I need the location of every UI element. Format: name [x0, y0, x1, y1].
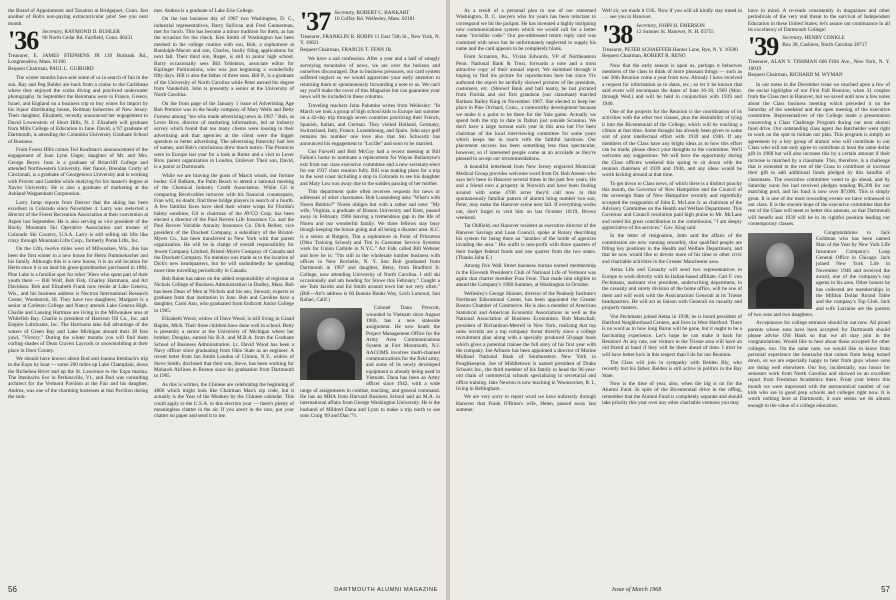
magazine-title: DARTMOUTH ALUMNI MAGAZINE — [334, 587, 438, 593]
bequest-line: Bequest Chairman, RICHARD M. WYMAN — [748, 72, 843, 79]
left-footer — [8, 585, 438, 594]
news-paragraph: While we are braving the gusts of March winds, our fortune bodes: Gil Balkam, the Palm Beach to attend a national meeting of the Chemical Industry Credit Association. While Gil is comparing Receivables turnover with his financial counterparts, Fran will, no doubt, find three bridge players in search of a fourth. A few familiar faces have shed their winter wraps for Florida's balmy sunshine, Gil is chairman of the AVCO Corp. has been elected a director of the Paul Revere Life Insurance Co. and the Paul Revere Variable Annuity Insurance Co. Dick Reiber, vice president of the Drackett Company, a subsidiary of the Bristol-Myers Co., has been transferred to New York with that parent organization. He will be in charge of overall responsibility for Jewett Company Limited, Bristol-Myers Company of Canada and the Drackett Company. No mention was made as to the location of Dick's new headquarters, but he will undoubtedly be spending more time travelling periodically in Canada. — [154, 172, 294, 274]
news-paragraph: Bob Raine has taken on the added responsibility of registrar at Nichols College of Business Administration in Dudley, Mass. Bob has been Dean of Men at Nichols and his son, Stewart, expects to graduate from that institution in June. Bob and Caroline have a daughter, Carol Ann, who graduated from Endicott Junior College in 1965. — [154, 276, 294, 314]
intro-text: have in mind. A re-reads consistently in magazines and other periodicals of the very real threat to the survival of Independent Education in these United States; let's assure our continuance in all its excellency of Dartmouth College! — [748, 8, 890, 34]
secretary-name: ROBERT C. BANKART — [356, 10, 410, 16]
news-paragraph: As a result of a personal plea to one of our esteemed Washington, D. C. lawyers who for years has been reluctant to correspond we hit the jackpot. He has invented a highly intriguing new communications system which we would call for a better name "invisible code." Our pre-addressed return reply card was crammed with news but he unfortunately neglected to supply his name and the card appears to be completely blank. — [456, 8, 596, 53]
news-paragraph: On the last business day of 1967 two Washington, D. C., industrial representatives, Barry Sullivan and Fred Gunnerman, met for lunch. This has become a minor tradition for them, as has the occasion for the check. Ken Smith of Washington has been meshed in the college routine with son, Bob, a sophomore at Randolph-Macon and son, Charles, busily filing applications for next fall. Their third son, Roger, is still in junior high school. Barry occasionally sees Bill Yeltenton, associate editor for Kiplinger Publications, who was just beginning a wonderfully fifty days. Bill is also the father of three sons. Bill P., is a graduate of the University of North Carolina while Peter earned his degree from Vanderbilt. John is presently a senior at the University of North Carolina. — [154, 16, 294, 99]
right-column-2 — [602, 8, 742, 576]
news-paragraph: From Forest Hills comes Ted Kaufman's announcement of the engagement of Joan Lynn Unger, daughter of Mr. and Mrs. George Beyer. Joan is a graduate of Briarcliff College and attended Northwestern University. Her fiancé, Brendan Crotty of Cincinnati, is a graduate of Georgetown University and is working with Procter and Gamble while studying for his master's degree at Xavier University. He is also a graduate of marketing at the Ashland Wappenham Corporation. — [8, 147, 148, 198]
news-paragraph: From Scranton, Pa., Vivian Edwards, VP of Northeastern Penn. National Bank & Trust, forwards a note and a most attractive copy of their annual report. We skimmed through it hoping to find his picture for reproduction here but since Viv authored the report he tactfully showed pictures of the president, customers, etc. (Shrewd Bank and ball team), he last pictured from Florida and our first grandson (our classmate) married Barbara Bailey King in November 1967. She elected to keep her place in Pine Orchard, Conn., a noteworthy development because we make it a point to be there for the Yale game. Actually we spend both the trip to date in Dalton just outside Scranton. We don't have a large turnout each year in this area but I've been chairman of the local interviewing committee for some years which keeps me in touch with the faithful hardcore. Our placement success has been something less than spectacular, however, so if interested people come as an accolade as they're pleased to accept our recommendations. — [456, 54, 596, 162]
left-column-2 — [154, 8, 294, 576]
news-paragraph: Acceptances for college entrance should be out now. All proud parents whose sons have been accepted for Dartmouth should please advise Old Hank so that we all may join in the congratulations. Would like to hear about those accepted for other colleges, too. On the same note, we would like to know from personal experience the heartache that comes from being turned down, so we are especially happy to hear from guys whose sons are doing well elsewhere. Our boy, incidentally, was honor for semester work from North Carolina and showed us an excellent report from Freshman Academics there. From your letters this month we were impressed with the astronomical number of our kids who are in good prep schools and colleges right now. It is worth nothing here at Dartmouth, it sure seems we do almost enough to the value of a college education. — [748, 320, 890, 409]
news-paragraph: On the 12th, twelve miles west of Milwaukee, Wis., this has been the first winter in a new house for Herm Nummenacher and his family. Although this is a new house, it is an old location for Herm since it is on land his great-grandmother purchased in 1884. Pine Lake is a familiar spot for other '36ers who spent part of their youth there — Bill Wolf, Bob Fish, Charley Hartmann, and Art Davidson. Bob and Elizabeth Frank now reside at Lake Geneva, Wis., and his business address is Nectron International Research Center, Woodstock, Ill. They have two daughters; Margaret is a senior at Carleton College and Nancy attends Lake Geneva High. Charlie and Lansing Hartman are living in the Milwaukee area at Whitefish Bay. Charlie is president of Harrison Oil Co., Inc. and Empire Lubricants, Inc. The Harrisons take full advantage of the waters of Green Bay and Lake Michigan aboard their 38 foot yawl, "Victory." During the winter months you will find them curling shades of Dean Craven Laycock or snowmobiling at their place in Door County. — [8, 246, 148, 354]
class-header-1939: '39 Secretary, HENRY CONKLE Box 38, Cashiers, North Carolina 28717 Treasurer, ALAN V. TISHMAN 666 Fifth Ave., New York, N. Y. 10019 Bequest Chairman, RICHARD M. WYMAN — [748, 32, 890, 79]
class-header-1938: '38 Secretary, JOHN H. EMERSON 12 Sumner St. Hanover, N. H. 03755 Treasurer, PETER SCHAEFFER Hunter Lane, Rye, N. Y. 10580 Bequest Chairman, ROBERT R. RENO — [602, 23, 742, 60]
news-paragraph: We have a sad confession. After a year and a half of smugly surveying mountains of news, we are over the horizon and ourselves discouraged. Due to business pressures, our card system suffered neglect so we would appreciate your early attention to returning them or spontaneously forwarding a note to us. We can't say you'll make the cover of this Magazine but can guarantee your news will be included in these columns. — [300, 56, 440, 101]
right-column-3 — [748, 8, 890, 576]
treasurer-line: Treasurer, PETER SCHAEFFER Hunter Lane, Rye, N. Y. 10580 — [602, 46, 738, 53]
intro-text: Well sir, we made it O.K. Now if you will all kindly stay tuned in . . . see you in Hanover. — [602, 8, 742, 21]
right-page — [450, 0, 896, 600]
news-paragraph: Elizabeth Wood, widow of Dave Wood, is still living in Grand Rapids, Mich. Their three children have done well in school. Betty is presently a senior at the University of Michigan where her brother, Douglas, earned his B.A. and M.B.A. from the Graduate School of Business Administration. Lt. David Wood has been a Navy officer since graduating from Ohio State as an engineer. A recent letter from Jan Smith Loudon of Clinton, N.Y., widow of Steve Smith, disclosed that their son, Steve, has been working for Mohawk Airlines in Boston since his graduation from Dartmouth in 1965. — [154, 316, 294, 380]
class-header-1936: '36 Secretary, RAYMOND D. BUHLER 90 North Cedar Rd. Fairfield, Conn. 06431 Treasurer, E. JAMES STEPHENS JR 139 Burbank Rd., Longmeadow, Mass. 01106 Bequest Chairman, PAUL L. GUIBORD — [8, 26, 148, 72]
left-column-3 — [300, 8, 440, 576]
bequest-line: Bequest Chairman, FRANCIS T. FENN JR. — [300, 46, 393, 53]
bequest-line: Bequest Chairman, PAUL L. GUIBORD — [8, 65, 94, 72]
news-paragraph: A beautiful letterhead from New Jersey engraved Montclair Medical Group provides welcome word from Dr. Bob Aresen who says he's been in Hanover several times in the past few years. He and a friend own a property in Norwich and have been fooling around with some 4700 acres they'd call now in that spontaneously familiar pattern of alumni bring number two son, Peter, may make the Hanover scene next fall. If everything works out, don't forget to visit him on last October 18/19, Brown weekend. — [456, 164, 596, 221]
news-paragraph: Tat Oldfield, our Hanover resident as executive director of the Hanover Savings and Loan Council, spoke at Rotary describing his system for being there an "another of the horde of agencies invading the area." His outfit is non-profit with three quarters of their budget federal funds and one quarter from the two states. (Thanks John E.) — [456, 223, 596, 262]
portrait-photo — [300, 308, 362, 380]
page-number: 56 — [8, 585, 17, 594]
news-paragraph: Colonel Dana Prescott, wounded in Vietnam since August 1966, has a new stateside assignment. He now heads the Project Management Office for the Army Area Communications System at Fort Monmouth, N.J. AACOMS involves multi-channel communications for the field army, and some of its newly developed equipment is already being used in Vietnam. Dana has been an Army officer since 1942, with a wide range of assignments in combat, teaching, and general command. He has an MBA from Harvard Business School and an M.A. in international affairs from George Washington University. He is the husband of Mildred Dana and Lynn to make a trip north to see sons Craig '69 and Dan '71. — [300, 305, 440, 420]
news-paragraph: Congratulations to Jack Goldman who has been named Man of the Year by New York Life Insurance Company's Loop General Office in Chicago. Jack joined New York Life in November 1946 and received the award, one of the company's top agents in his area. Other honors he has collected are memberships in the Million Dollar Round Table and the company's Top Club. Jack and wife Lorraine are the parents of two sons and two daughters. — [748, 229, 890, 318]
news-paragraph: In the letter of resignation, John said the affairs of the commission are now running smoothly, that qualified people are filling key positions in the Health and Welfare Department, and that he now would like to devote more of his time to other civic and charitable activities in the Greater Manchester area. — [602, 233, 742, 265]
news-paragraph: We are very sorry to report word we have indirectly through Hanover that Frank O'Brien's wife, Helen, passed away last summer. — [456, 394, 596, 413]
news-paragraph: Now is the time of year, also, when the big is on for the Alumni Fund. In spite of the Bicentennial drive in the offing, remember that the Alumni Fund is completely separate and should take priority this year over any other charitable ventures you may — [602, 381, 742, 407]
news-paragraph: Among five Wall Street business bureau earned membership in the Eleventh President's Club of National Life of Vermont was again that charter member Fran Fenn. That made him eligible to attend the Company's 1968 Summer, at Washington in October. — [456, 263, 596, 289]
news-paragraph: Larry Jump reports from Denver that the skiing has been excellent in Colorado since November 4. Larry was reelected a director of the Forest Recreation Association at their convention at Aspen last September. He is also serving as vice president of the Rocky Mountain Ski Operative Association and trustee of Colorado Ski Country, U.S.A. Larry is still selling ski lifts like crazy through Mountain Lifts Corp., formerly Poma Lifts, Inc. — [8, 199, 148, 244]
treasurer-line: Treasurer, E. JAMES STEPHENS JR 139 Burbank Rd., Longmeadow, Mass. 01106 — [8, 53, 148, 66]
news-paragraph: The winter months have sent some of us in search of fun in the sun. Ray and Peg Buhler are back from a cruise to the Caribbean where they enjoyed the scuba diving and practiced underwater photography. In September the Reinmans were in France, Greece, Israel, and England on a business trip to buy wines for import by his liquor distributing house, Reitman Industries of New Jersey. Their daughter, Elizabeth, recently announced her engagement to David Lowenstein of Short Hills, N. J. Elizabeth will graduate from Mills College of Education in June. David, a '67 graduate of Dartmouth, is attending the Columbia University Graduate School of Business. — [8, 75, 148, 145]
news-paragraph: One of the projects for the Reunion is the coordination of its activities with the other two classes, plus the desirability of tying it into the Bicentennial of the College, which will be reaching a climax at that time. Some thought has already been given to some sort of joint intellectual effort with 1939 and 1940. If any members of the Class have any bright ideas as to how this effort can be made, please direct your thoughts to the committee. We'll welcome any suggestions. We will have the opportunity during the Class officers weekend this spring to sit down with the reunion chairmen of 1939 and 1940, and any ideas would be worth kicking around at that time. — [602, 108, 742, 179]
intro-text: the Board of Appointment and Taxation at Bridgeport, Conn. Just another of Bob's non-paying extracurricular jobs! See you next month. — [8, 8, 148, 27]
secretary-name: HENRY CONKLE — [804, 35, 845, 42]
secretary-address: 90 North Cedar Rd. Fairfield, Conn. 06431 — [42, 35, 133, 42]
news-paragraph: Now that the early season is upon us, perhaps it behooves members of the class to think of more pleasant things — such as our 30th Reunion come a year from now. Already I have received a request for information as to dates, etc.; so let it be known that said event will encompass the dates of June 16-18, 1969 (Mon. through Wed.) and will be held in conjunction with 1939 and 1940. — [602, 62, 742, 107]
left-column-1 — [8, 8, 148, 576]
class-year: '38 — [602, 19, 633, 49]
news-paragraph: Gus Farwell and Bob McCoy had a recent meeting at Bill Fallon's home to nominate a replacement for Wayne Ballantyne's exit from our class executive committee and a new secretary-elect for our 1937 class reunion fully. Bill was making plans for a trip to the west coast including a stop in Colorado to see his daughter and Mary Lou was away due to the sudden passing of her mother. — [300, 149, 440, 187]
class-header-1937: '37 Secretary, ROBERT C. BANKART 10 Coffey Rd. Wellesley, Mass. 02181 Treasurer, FRANKLIN B. ROBIN 11 East 74th St., New York, N. Y. 10021 Bequest Chairman, FRANCIS T. FENN JR. — [300, 8, 440, 53]
news-paragraph: On the front page of the January 1 issue of Advertising Age Bob Prentice was in the heady company of Mary Wells and Betty Furness among "ten who made advertising news in 1967." Bob, as Lever Bros. director of marketing information, led an industry survey which found that too many clients were loosing in their advertising and that agencies at the client were the bigger spenders to better advertising. The advertising fraternity had lots of names, and Bob's conclusions drew much notice. The Prentices were in Europe last year for a look at Rome and a visit to Lever Bros. parent organization in London, Unilever. Their son, David, is a junior at Dartmouth. — [154, 100, 294, 171]
page-number: 57 — [881, 585, 890, 594]
news-paragraph: As this is written, the Chinese are celebrating the beginning of 4666 which might look like Chairman Mao's zip code, but it actually is the Year of the Monkey by the Chinese calendar. This could apply to the U.S.A. in this election year — there's plenty of meaningless chatter in the air. If you aren't in the race, put your chatter on paper and send it to me. — [154, 381, 294, 420]
news-paragraph: We should have known about Bud and Joanna Ittenbach's trip to the Expo by boat — some 200 miles up Lake Champlain, down the Richelieu River and up the St. Lawrence to the Expo marina. The Ittenbachs live in Perkinsville, Vt., and Bud was consulting architect for the Vermont Pavilion at the Fair and his daughter, Andrea, was one of the charming hostesses at that Pavilion during the sum- — [8, 356, 148, 401]
secretary-name: RAYMOND D. BUHLER — [64, 29, 120, 36]
secretary-address: 10 Coffey Rd. Wellesley, Mass. 02181 — [334, 16, 415, 23]
secretary-name: JOHN H. EMERSON — [658, 22, 705, 29]
secretary-address: Box 38, Cashiers, North Carolina 28717 — [782, 41, 867, 48]
left-page — [0, 0, 446, 600]
portrait-photo — [748, 233, 812, 309]
treasurer-line: Treasurer, FRANKLIN B. ROBIN 11 East 74th St., New York, N. Y. 10021 — [300, 34, 440, 47]
news-paragraph: This department quite often receives requests for news or addresses of other classmates. Bob Lussenberg asks "What's with Noren Bobbio?" Noren obliges but with a rather sad note: "My wife, Virginia, a graduate of Boston University and Kent, passed away in February 1966 leaving a tremendous gap in the life of Noren and our wonderful family. We three fellows stay busy though keeping the house going and all being a disaster area. K.C. is a senior at Rutgers, Tim a sophomore in Point of Princeton (Ohio Training School) and Tim in Customer Service Systems work for Union Carbide in N.Y.C." Art Falk called Bill Webster and here he is: "I'm still in the wholesale lumber business with offices in New Rochelle, N. Y. Son Bob graduated from Dartmouth in 1967 and daughter, Betsy, from Bradford Jr. College, now attending University of North Carolina. I still ski occasionally and am heading for Stowe this February." Caught a see Tom Jacobs and Ed Smith around town but not very often." (Bill—Art's address is 60 Bonnie Banks Way, Loch Lomond, San Rafael, Calif.) — [300, 189, 440, 303]
class-year: '37 — [300, 8, 331, 36]
right-column-1 — [456, 8, 596, 576]
news-paragraph: Aetna Life and Casualty will send two representatives to Europe to work directly with its Italian-based affiliate. Carl F. von Pechmann, assistant vice president, underwriting department, in the casualty and surety division of the home office, will be one of them and will work with the Assicurazioni Generali at its Trieste headquarters. He will act as liaison with Generali on casualty and property matters. — [602, 267, 742, 312]
secretary-address: 12 Sumner St. Hanover, N. H. 03755 — [636, 29, 714, 36]
bequest-line: Bequest Chairman, ROBERT R. RENO — [602, 53, 686, 60]
news-paragraph: To get down to Class news, of which there is a distinct paucity this month, the Governor of New Hampshire and the Council of the sovereign State of New Hampshire recently and regretfully accepted the resignation of John E. McLane Jr. as chairman of the Advisory Committee on the Health and Welfare Department. This Governor and Council resolution paid high praise to Mr. McLane and noted his great contribution to the commission, "I am deeply appreciative of his services." Gov. King said. — [602, 180, 742, 232]
issue-label: Issue of March 1968 — [612, 587, 662, 593]
news-paragraph: Traveling teachers John Palumbo writes from Wellesley: "In March we took a group of high school kids to Europe last summer on a 42-day trip through seven countries practicing their French, Spanish, Italian, and German. They visited Holland, Germany, Switzerland, Italy, France, Luxembourg, and Spain. John says golf remains his number one love also that Stu Schwartz has announced his engagement to "Lucille" and soon to be married. — [300, 102, 440, 147]
news-paragraph: In our notes in the December issue we touched upon a few of the social highlights of our First Fall Reunion, when 31 couples from the Class met in Hanover, but we saved until now a few notes about the Class business meeting which preceded it on the Saturday of the weekend and the open meeting of the executive committee. Representatives of the College made a presentation concerning a Class Challenge Program during our next alumni fund drive. Our outstanding class agent Jae Batchelder went right to work on the spot to initiate our plan. This program is simply an agreement by a key group of alumni who will contribute to our Class who will not only agree to contribute at least the same dollar gift in 1968 but will also increase this by a certain amount if their increase is matched by a classmate. This, therefore, is a challenge that is extended to the rest of the Class to contribute or increase their gift to add additional funds pledged by this handful of classmates. The executive committee voted to go ahead, and by Saturday noon Joe had received pledges totaling $6,200 for our matching pool, and his fund is now over $7,000. This is simply great. It is one of the most rewarding events we have witnessed in our class. It is the sincere hope of the executive committee that the rest of the Class will meet or better this amount, so that Dartmouth will benefit and 1939 will be in its rightful position leading our contemporary classes. — [748, 81, 890, 228]
class-year: '39 — [748, 32, 779, 62]
news-paragraph: The Class will join in sympathy with Belden Bly, who recently lost his father. Belden is still active in politics in the Bay State. — [602, 359, 742, 379]
class-year: '36 — [8, 26, 39, 56]
news-paragraph: Von Pechmann joined Aetna in 1938; he is board president of Hartford Neighborhood Centers, and lives in West Hartford. There is no word as to how long Baron will be gone, but it ought to be a fascinating experience. Let's hope he can make it back for Reunion! At any rate, our visitors to the Trieste area will have an old friend at hand if they will be there ahead of time. I trust he will have better luck in this respect than I do for our Reunion. — [602, 313, 742, 358]
news-paragraph: mer. Andrea is a graduate of Lake Erie College. — [154, 8, 255, 14]
treasurer-line: Treasurer, ALAN V. TISHMAN 666 Fifth Ave., New York, N. Y. 10019 — [748, 59, 890, 72]
news-paragraph: Wellesley's George Skinner, director of the Peabody Institute's Northeast Educational Center, has been appointed the Greater Boston Chamber of Commerce. He is also a member of American Statistical and American Economic Associations as well as the National Association of Business Economists. Bob Marschall, president of Richardson-Merrell in New York, realizing that top sales recruits are a top company thrust directly since a college recruitment plan along with a specially produced 50-page book which gives a potential trainee the full story of his first year with the company. Joe Arbusto has been appointed a director of Marine Midland National Bank of Southeastern New York in Poughkeepsie. Joe of Middletown is named president of Drake Schools Inc., the third member of his family to head the 96-year-old chain of commercial schools specializing in secretarial and office training. Jake Newton is now teaching in Woonsocket, R. I., living in Bellingham. — [456, 290, 596, 392]
